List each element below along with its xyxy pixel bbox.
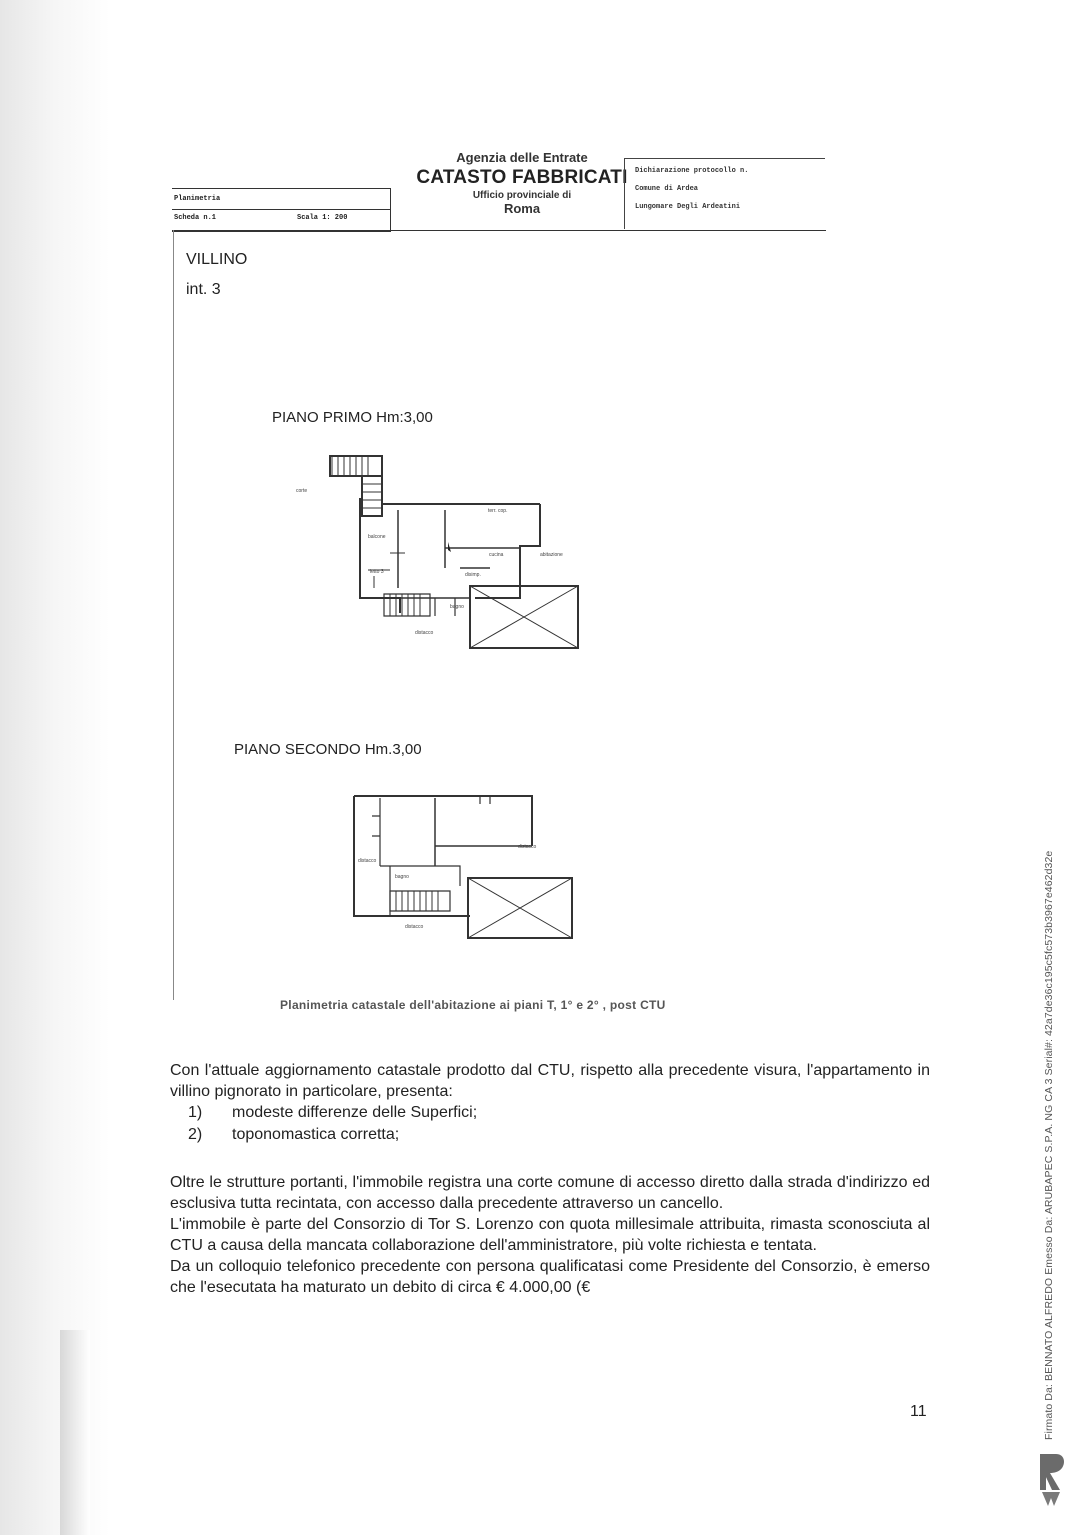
document-type: Planimetria <box>174 195 221 203</box>
svg-text:distacco: distacco <box>518 844 537 850</box>
paragraph-courtyard: Oltre le strutture portanti, l'immobile registra una corte comune di accesso diretto dalla strada d'indirizzo ed esclusiva tutta recintata, con accesso dalla precedente attraverso un cancello. <box>170 1174 930 1212</box>
differences-list <box>188 1102 477 1146</box>
scale: Scala 1: 200 <box>297 214 348 222</box>
first-floor-plan <box>290 448 590 658</box>
paragraph-consortium: L'immobile è parte del Consorzio di Tor S. Lorenzo con quota millesimale attribuita, rimasta sconosciuta al CTU a causa della mancata collaborazione dell'amministratore, più volte richiesta e tentata. <box>170 1216 930 1254</box>
declaration-protocol: Dichiarazione protocollo n. <box>635 167 749 175</box>
svg-text:terr. cop.: terr. cop. <box>488 508 508 514</box>
scan-left-shadow <box>0 0 110 1535</box>
address: Lungomare Degli Ardeatini <box>635 203 741 211</box>
plan-caption: Planimetria catastale dell'abitazione ai piani T, 1° e 2° , post CTU <box>280 998 666 1012</box>
catasto-title: CATASTO FABBRICATI <box>416 167 628 188</box>
digital-signature: Firmato Da: BENNATO ALFREDO Emesso Da: ARUBAPEC S.P.A. NG CA 3 Serial#: 42a7de36c195c5fc573b3967e462d32e <box>1043 850 1055 1440</box>
unit-type: VILLINO <box>186 251 248 268</box>
signature-seal-icon <box>1036 1450 1068 1510</box>
svg-text:distacco: distacco <box>415 630 434 636</box>
paragraph-debt: Da un colloquio telefonico precedente con persona qualificatasi come Presidente del Consorzio, è emerso che l'esecutata ha maturato un debito di circa € 4.000,00 (€ <box>170 1258 930 1296</box>
svg-text:abitazione: abitazione <box>540 552 563 558</box>
agency-name: Agenzia delle Entrate <box>456 150 588 165</box>
frame-left-rule <box>173 230 174 1000</box>
svg-text:disimp.: disimp. <box>465 572 481 578</box>
cadastre-header <box>402 150 642 216</box>
unit-interior: int. 3 <box>186 281 221 298</box>
office-city: Roma <box>503 201 541 216</box>
frame-top-rule <box>172 230 826 231</box>
paragraph-property-details <box>170 1172 930 1298</box>
municipality: Comune di Ardea <box>635 185 699 193</box>
page-number: 11 <box>910 1403 927 1420</box>
list-item: 1) modeste differenze delle Superfici; <box>188 1104 478 1121</box>
svg-text:distacco: distacco <box>358 858 377 864</box>
svg-text:bagno: bagno <box>395 874 409 880</box>
unit-info <box>186 245 247 305</box>
svg-text:corte: corte <box>296 488 308 494</box>
declaration-box <box>624 158 825 229</box>
sheet-number: Scheda n.1 <box>174 214 217 222</box>
svg-text:balcone: balcone <box>368 534 386 540</box>
first-floor-label: PIANO PRIMO Hm:3,00 <box>272 409 433 426</box>
sheet-info-box <box>172 188 391 232</box>
paragraph-cadastral-update: Con l'attuale aggiornamento catastale prodotto dal CTU, rispetto alla precedente visura, l'appartamento in villino pignorato in particolare, presenta: <box>170 1062 930 1100</box>
second-floor-label: PIANO SECONDO Hm.3,00 <box>234 741 422 758</box>
office-label: Ufficio provinciale di <box>472 190 572 201</box>
svg-text:cucina: cucina <box>489 552 504 558</box>
svg-text:bagno: bagno <box>450 604 464 610</box>
list-item: 2) toponomastica corretta; <box>188 1126 400 1143</box>
svg-text:letto 3: letto 3 <box>370 569 384 575</box>
svg-text:distacco: distacco <box>405 924 424 930</box>
second-floor-plan <box>340 786 580 946</box>
